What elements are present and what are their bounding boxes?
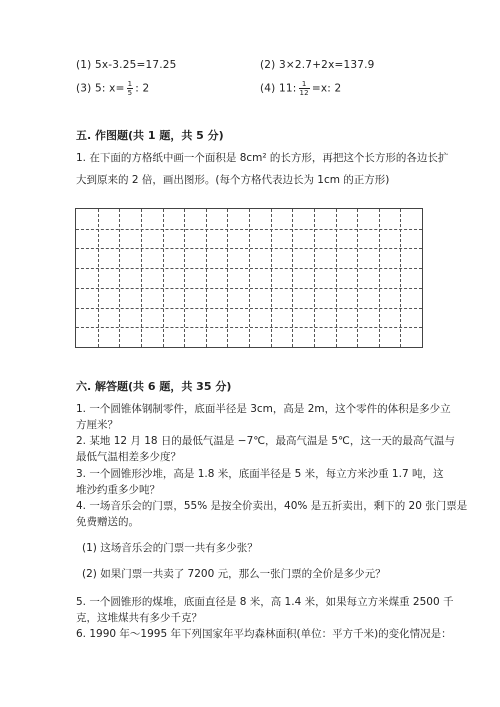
section-5-question-line: 大到原来的 2 倍，画出图形。(每个方格代表边长为 1cm 的正方形) <box>76 174 390 186</box>
equation-3-suffix: : 2 <box>135 82 150 95</box>
equation-1: (1) 5x-3.25=17.25 <box>76 59 177 71</box>
fraction-denominator: 12 <box>299 89 309 97</box>
question-line: 6. 1990 年〜1995 年下列国家年平均森林面积(单位：平方千米)的变化情况是： <box>76 628 452 640</box>
fraction-numerator: 1 <box>299 80 310 89</box>
question-line: 克，这堆煤共有多少千克？ <box>76 612 202 624</box>
equation-3-prefix: (3) 5: x= <box>76 82 125 95</box>
question-line: 4. 一场音乐会的门票，55% 是按全价卖出，40% 是五折卖出，剩下的 20 张门票是 <box>76 500 468 512</box>
equation-3 <box>76 80 149 97</box>
sub-question-1: (1) 这场音乐会的门票一共有多少张？ <box>82 542 258 554</box>
grid-horizontal-line <box>76 229 422 230</box>
question-line: 5. 一个圆锥形的煤堆，底面直径是 8 米，高 1.4 米，如果每立方米煤重 2500 千 <box>76 596 454 608</box>
grid-paper[interactable] <box>75 208 423 348</box>
equation-2: (2) 3×2.7+2x=137.9 <box>260 59 375 71</box>
section-6-title: 六. 解答题(共 6 题，共 35 分) <box>76 380 232 393</box>
question-line: 3. 一个圆锥形沙堆，高是 1.8 米，底面半径是 5 米，每立方米沙重 1.7 吨，这 <box>76 468 444 480</box>
fraction <box>127 80 134 97</box>
grid-horizontal-line <box>76 288 422 289</box>
question-line: 最低气温相差多少度？ <box>76 451 181 463</box>
section-5-title: 五. 作图题(共 1 题，共 5 分) <box>76 129 224 142</box>
question-line: 堆沙约重多少吨？ <box>76 484 160 496</box>
question-line: 2. 某地 12 月 18 日的最低气温是 −7℃，最高气温是 5℃，这一天的最高气温与 <box>76 435 455 447</box>
equation-4-prefix: (4) 11: <box>260 82 297 95</box>
question-line: 免费赠送的。 <box>76 516 139 528</box>
equation-4 <box>260 80 341 97</box>
grid-horizontal-line <box>76 268 422 269</box>
question-line: 方厘米？ <box>76 419 118 431</box>
section-5-question-line: 1. 在下面的方格纸中画一个面积是 8cm² 的长方形，再把这个长方形的各边长扩 <box>76 152 449 164</box>
fraction-numerator: 1 <box>127 80 133 88</box>
fraction-denominator: 5 <box>127 89 133 97</box>
grid-horizontal-line <box>76 248 422 249</box>
sub-question-2: (2) 如果门票一共卖了 7200 元，那么一张门票的全价是多少元？ <box>82 568 386 580</box>
equation-4-suffix: =x: 2 <box>311 82 342 95</box>
grid-horizontal-line <box>76 327 422 328</box>
fraction <box>299 80 310 97</box>
grid-horizontal-line <box>76 308 422 309</box>
question-line: 1. 一个圆锥体钢制零件，底面半径是 3cm，高是 2m，这个零件的体积是多少立 <box>76 403 451 415</box>
